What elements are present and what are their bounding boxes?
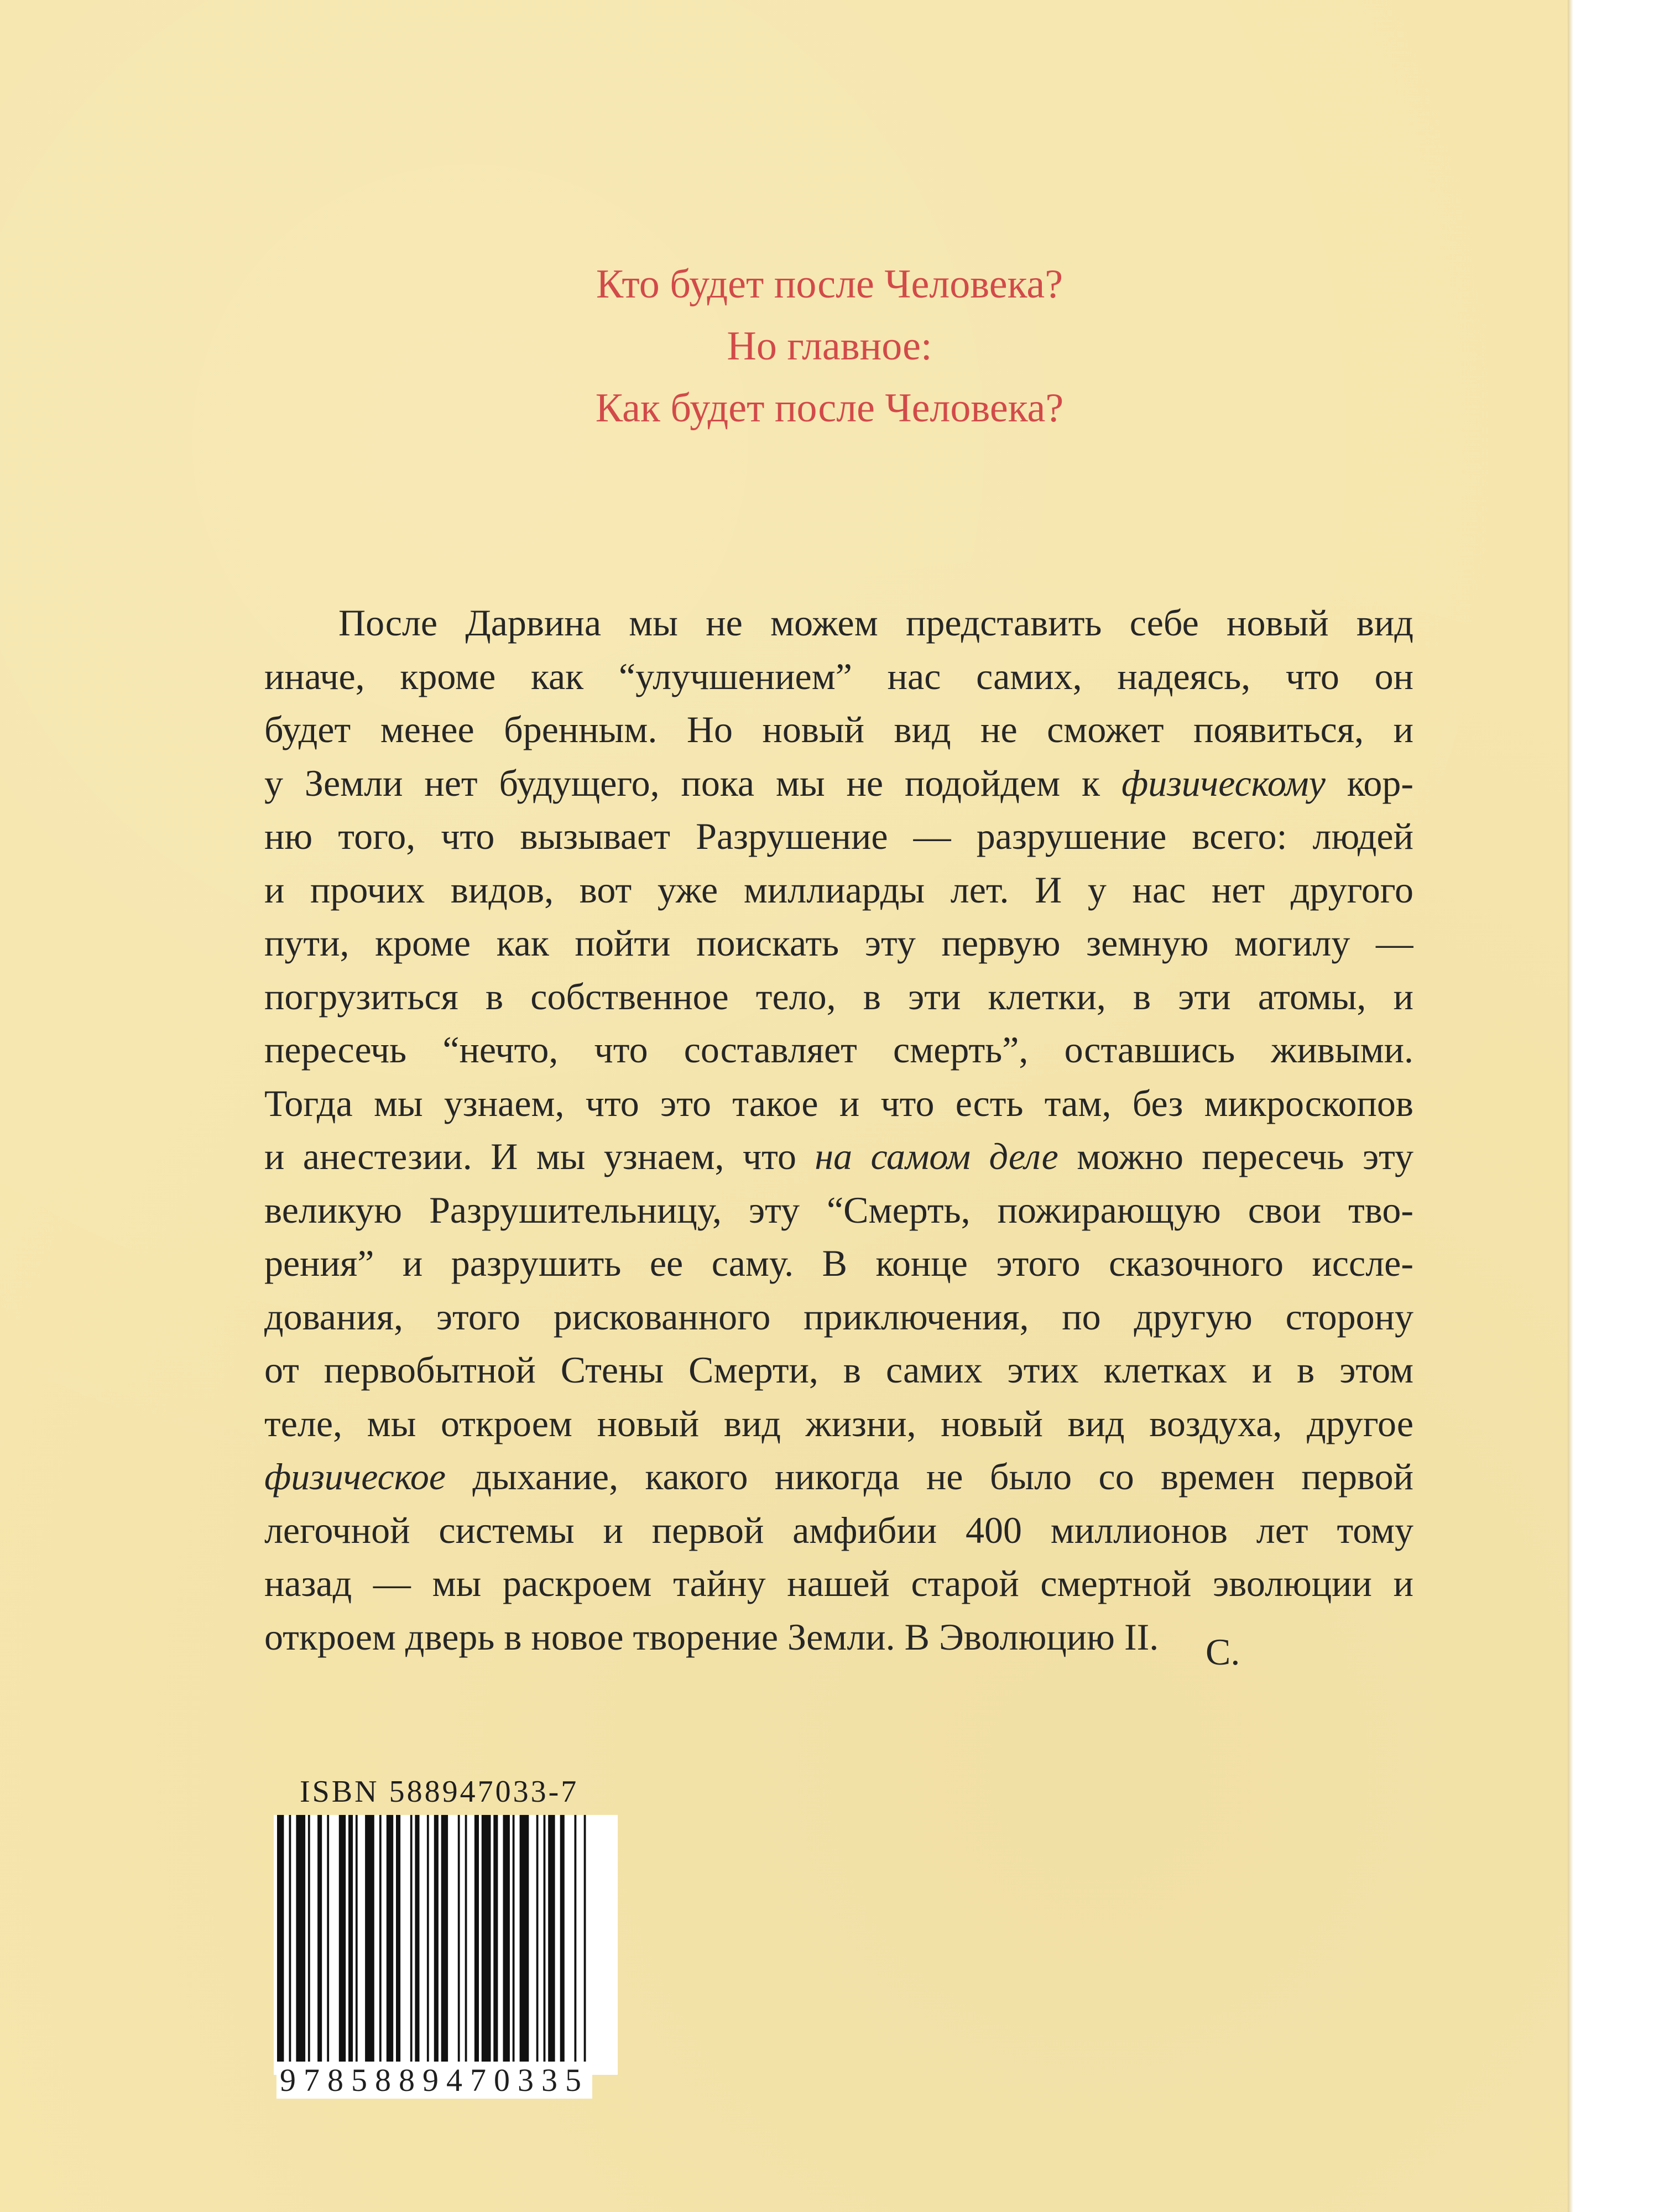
text-segment: Тогда мы узнаем, что это такое и что есть там, без микроскопов [264, 1082, 1413, 1124]
barcode-bar [415, 1815, 419, 2075]
text-segment: дования, этого рискованного приключения, по другую сторону [264, 1295, 1413, 1338]
text-segment: иначе, кроме как “улучшением” нас самих, надеясь, что он [264, 655, 1413, 697]
headline-line-1: Кто будет после Человека? [596, 262, 1063, 307]
text-line [264, 970, 1413, 1024]
barcode-bar [465, 1815, 467, 2075]
text-line [264, 1130, 1413, 1183]
barcode-bar [387, 1815, 393, 2075]
author-signature: С. [1206, 1631, 1240, 1673]
barcode-bar [458, 1815, 460, 2075]
barcode-bar [493, 1815, 498, 2075]
barcode-bar [474, 1815, 479, 2075]
text-line [264, 1183, 1413, 1237]
headline [0, 253, 1659, 439]
text-line [264, 1557, 1413, 1610]
barcode-bar [365, 1815, 374, 2075]
barcode-icon [274, 1815, 618, 2075]
barcode-bar [536, 1815, 539, 2075]
text-line [264, 810, 1413, 863]
barcode [274, 1815, 618, 2075]
barcode-bar [317, 1815, 322, 2075]
barcode-bar [379, 1815, 382, 2075]
text-segment: великую Разрушительницу, эту “Смерть, пожирающую свои тво- [264, 1188, 1413, 1231]
text-line [264, 1504, 1413, 1557]
text-line [264, 1237, 1413, 1290]
barcode-bar [544, 1815, 546, 2075]
text-segment: легочной системы и первой амфибии 400 миллионов лет тому [264, 1509, 1413, 1551]
text-segment: После Дарвина мы не можем представить себе новый вид [338, 602, 1413, 644]
text-segment: дыхание, какого никогда не было со времен первой [446, 1455, 1413, 1498]
barcode-bar [520, 1815, 529, 2075]
text-segment: у Земли нет будущего, пока мы не подойдем к [264, 761, 1121, 804]
text-segment: пересечь “нечто, что составляет смерть”, оставшись живыми. [264, 1029, 1413, 1071]
barcode-bar [289, 1815, 291, 2075]
isbn-label: ISBN 588947033-7 [300, 1775, 579, 1809]
emphasis-text: на самом деле [815, 1135, 1058, 1177]
barcode-bar [434, 1815, 439, 2075]
barcode-bar [356, 1815, 358, 2075]
text-segment: откроем дверь в новое творение Земли. В Эволюцию II. [264, 1615, 1159, 1658]
text-segment: ню того, что вызывает Разрушение — разрушение всего: людей [264, 815, 1413, 857]
text-line [264, 1397, 1413, 1451]
text-line [264, 650, 1413, 703]
barcode-bar [339, 1815, 346, 2075]
text-line [264, 1343, 1413, 1397]
emphasis-text: физическое [264, 1455, 446, 1498]
text-segment: погрузиться в собственное тело, в эти клетки, в эти атомы, и [264, 975, 1413, 1018]
barcode-bar [548, 1815, 555, 2075]
barcode-bar [513, 1815, 515, 2075]
barcode-bar [482, 1815, 491, 2075]
barcode-bar [427, 1815, 429, 2075]
barcode-bar [584, 1815, 586, 2075]
text-line [264, 863, 1413, 917]
barcode-bar [277, 1815, 284, 2075]
emphasis-text: физическому [1121, 761, 1326, 804]
blurb-text [264, 596, 1413, 1663]
text-segment: теле, мы откроем новый вид жизни, новый вид воздуха, другое [264, 1402, 1413, 1444]
text-segment: назад — мы раскроем тайну нашей старой смертной эволюции и [264, 1562, 1413, 1604]
barcode-bar [327, 1815, 329, 2075]
text-segment: можно пересечь эту [1058, 1135, 1413, 1177]
barcode-bar [348, 1815, 353, 2075]
barcode-bar [560, 1815, 565, 2075]
text-segment: и анестезии. И мы узнаем, что [264, 1135, 815, 1177]
text-line [264, 757, 1413, 810]
barcode-bar [441, 1815, 448, 2075]
text-segment: пути, кроме как пойти поискать эту первую земную могилу — [264, 922, 1413, 964]
text-line [264, 596, 1413, 650]
text-segment: и прочих видов, вот уже миллиарды лет. И у нас нет другого [264, 868, 1413, 911]
text-segment: от первобытной Стены Смерти, в самих этих клетках и в этом [264, 1349, 1413, 1391]
text-line [264, 1450, 1413, 1504]
barcode-bar [396, 1815, 400, 2075]
barcode-bar [503, 1815, 510, 2075]
text-segment: кор- [1325, 761, 1413, 804]
barcode-number: 9785889470335 [276, 2062, 592, 2099]
text-line [264, 1023, 1413, 1077]
text-line [264, 1077, 1413, 1130]
headline-line-3: Как будет после Человека? [595, 385, 1064, 431]
text-line [264, 703, 1413, 757]
barcode-bar [575, 1815, 577, 2075]
headline-line-2: Но главное: [727, 324, 932, 369]
barcode-bar [410, 1815, 413, 2075]
text-line [264, 1290, 1413, 1344]
text-segment: рения” и разрушить ее саму. В конце этого сказочного иссле- [264, 1242, 1413, 1284]
text-line [264, 916, 1413, 970]
barcode-bar [296, 1815, 305, 2075]
text-segment: будет менее бренным. Но новый вид не сможет появиться, и [264, 708, 1413, 750]
barcode-bar [308, 1815, 310, 2075]
